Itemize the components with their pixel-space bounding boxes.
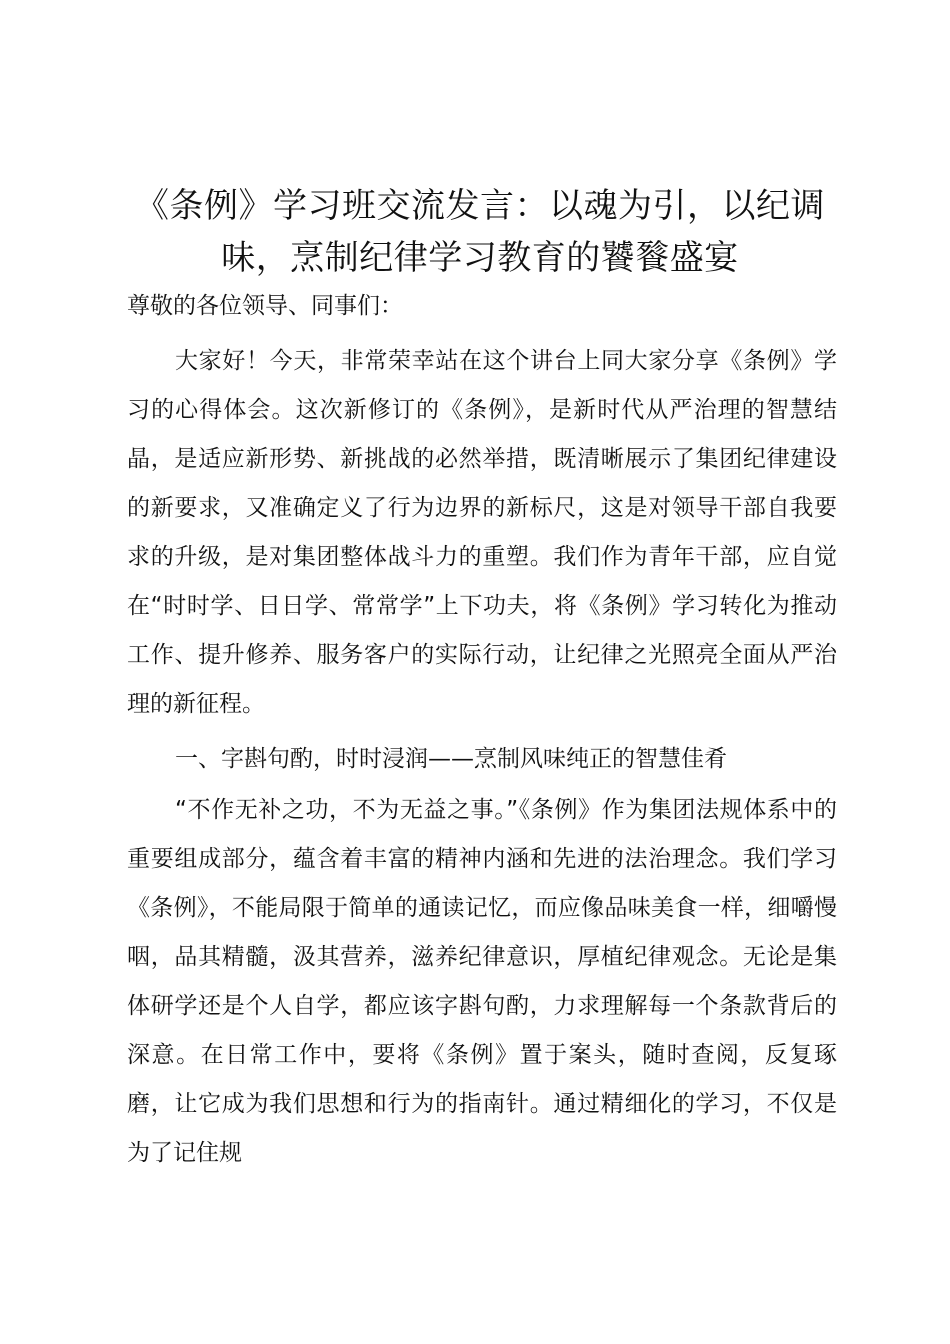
paragraph-intro: 大家好！今天，非常荣幸站在这个讲台上同大家分享《条例》学习的心得体会。这次新修订的《条例》，是新时代从严治理的智慧结晶，是适应新形势、新挑战的必然举措，既清晰展示了集团纪律建设的新要求，又准确定义了行为边界的新标尺，这是对领导干部自我要求的升级，是对集团整体战斗力的重塑。我们作为青年干部，应自觉在“时时学、日日学、常常学”上下功夫，将《条例》学习转化为推动工作、提升修养、服务客户的实际行动，让纪律之光照亮全面从严治理的新征程。 xyxy=(127,348,837,717)
title-line-2: 味，烹制纪律学习教育的饕餮盛宴 xyxy=(221,238,739,278)
paragraph-section-1: “不作无补之功，不为无益之事。”《条例》作为集团法规体系中的重要组成部分，蕴含着丰富的精神内涵和先进的法治理念。我们学习《条例》，不能局限于简单的通读记忆，而应像品味美食一样，细嚼慢咽，品其精髓，汲其营养，滋养纪律意识，厚植纪律观念。无论是集体研学还是个人自学，都应该字斟句酌，力求理解每一个条款背后的深意。在日常工作中，要将《条例》置于案头，随时查阅，反复琢磨，让它成为我们思想和行为的指南针。通过精细化的学习，不仅是为了记住规 xyxy=(127,797,837,1166)
title-line-1: 《条例》学习班交流发言：以魂为引，以纪调 xyxy=(135,186,825,226)
document-body xyxy=(127,282,837,1178)
document-title xyxy=(120,180,840,284)
salutation: 尊敬的各位领导、同事们： xyxy=(127,293,403,319)
section-heading-1: 一、字斟句酌，时时浸润——烹制风味纯正的智慧佳肴 xyxy=(175,746,727,772)
